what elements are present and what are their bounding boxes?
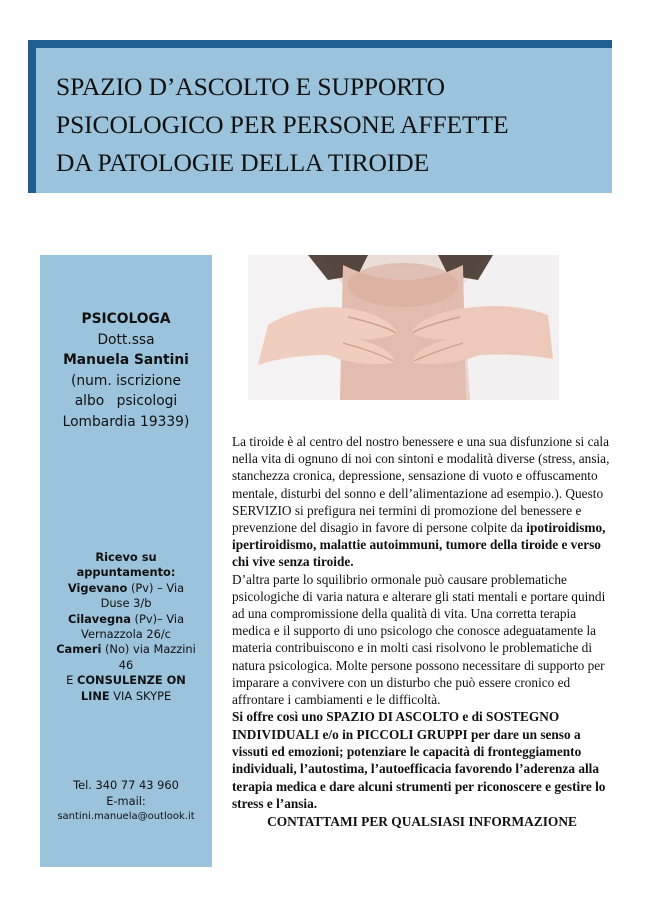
honorific: Dott.ssa <box>97 331 155 348</box>
appointments-heading-2: appuntamento: <box>76 565 176 580</box>
location-detail: (Pv) – Via <box>127 580 185 595</box>
location-cilavegna <box>40 612 212 627</box>
location-vigevano <box>40 581 212 596</box>
location-address: Vernazzola 26/c <box>81 627 171 642</box>
registration-line-1: (num. iscrizione <box>71 372 181 389</box>
appointments-info <box>40 550 212 704</box>
main-text <box>232 433 612 830</box>
hands-on-neck-photo <box>248 255 559 400</box>
paragraph-intro <box>232 433 612 571</box>
role-label: PSICOLOGA <box>81 311 171 327</box>
online-consultation <box>40 673 212 688</box>
online-label-2: LINE <box>80 688 110 703</box>
chin-shadow <box>348 263 458 307</box>
location-address: Duse 3/b <box>100 596 152 611</box>
online-prefix: E <box>66 673 77 688</box>
phone-number: Tel. 340 77 43 960 <box>73 778 179 792</box>
psychologist-name: Manuela Santini <box>63 352 189 368</box>
email-address: santini.manuela@outlook.it <box>57 811 195 823</box>
location-cameri <box>40 642 212 657</box>
online-suffix: VIA SKYPE <box>109 688 172 703</box>
email-label: E-mail: <box>106 793 146 808</box>
online-label: CONSULENZE ON <box>77 673 186 688</box>
location-address: 46 <box>118 657 134 672</box>
contact-info <box>40 778 212 825</box>
page-title: SPAZIO D’ASCOLTO E SUPPORTO PSICOLOGICO PER PERSONE AFFETTE DA PATOLOGIE DELLA TIROIDE <box>56 72 509 177</box>
paragraph-hormonal: D’altra parte lo squilibrio ormonale può causare problematiche psicologiche di varia natura e alterare gli stati mentali e portare quindi ad una compromissione della qualità di vita. Una corretta terapia medica e il supporto di uno psicologo che conosce adeguatamente la materia contribuiscono e in molti casi risolvono le problematiche di natura psicologica. Molte persone possono necessitare di supporto per imparare a convivere con un disturbo che può essere cronico ed affrontare i cambiamenti e le difficoltà. <box>232 571 606 708</box>
location-detail: (Pv)– Via <box>130 611 185 626</box>
psychologist-info <box>40 309 212 432</box>
online-consultation-2 <box>40 689 212 704</box>
intro-bold-text: ipotiroidismo, ipertiroidismo, malattie autoimmuni, tumore della tiroide e verso chi vive senza tiroide. <box>232 520 606 570</box>
sidebar-contact-panel <box>40 255 212 867</box>
location-city: Cameri <box>56 642 102 657</box>
registration-line-3: Lombardia 19339) <box>62 413 190 430</box>
photo-illustration <box>248 255 559 400</box>
location-city: Cilavegna <box>67 611 131 626</box>
location-city: Vigevano <box>67 580 128 595</box>
location-detail: (No) via Mazzini <box>101 642 196 657</box>
registration-line-2: albo psicologi <box>74 393 178 409</box>
appointments-heading-1: Ricevo su <box>95 550 157 564</box>
header-banner <box>28 40 612 193</box>
intro-text: La tiroide è al centro del nostro benessere e una sua disfunzione si cala nella vita di ognuno di noi con sintoni e modalità diverse (stress, ansia, stanchezza cronica, depressione, sensazione di vuoto e offuscamento mentale, disturbi del sonno e dell’alimentazione ad esempio.). Questo SERVIZIO si prefigura nei termini di promozione del benessere e prevenzione del disagio in favore di persone colpite da <box>232 434 610 536</box>
paragraph-offer: Si offre così uno SPAZIO DI ASCOLTO e di SOSTEGNO INDIVIDUALI e/o in PICCOLI GRUPPI per dare un senso a vissuti ed emozioni; potenziare le capacità di fronteggiamento individuali, l’autostima, l’autoefficacia favorendo l’aderenza alla terapia medica e dare alcuni strumenti per riconoscere e gestire lo stress e l’ansia. <box>232 709 606 812</box>
contact-call-to-action: CONTATTAMI PER QUALSIASI INFORMAZIONE <box>267 813 577 829</box>
